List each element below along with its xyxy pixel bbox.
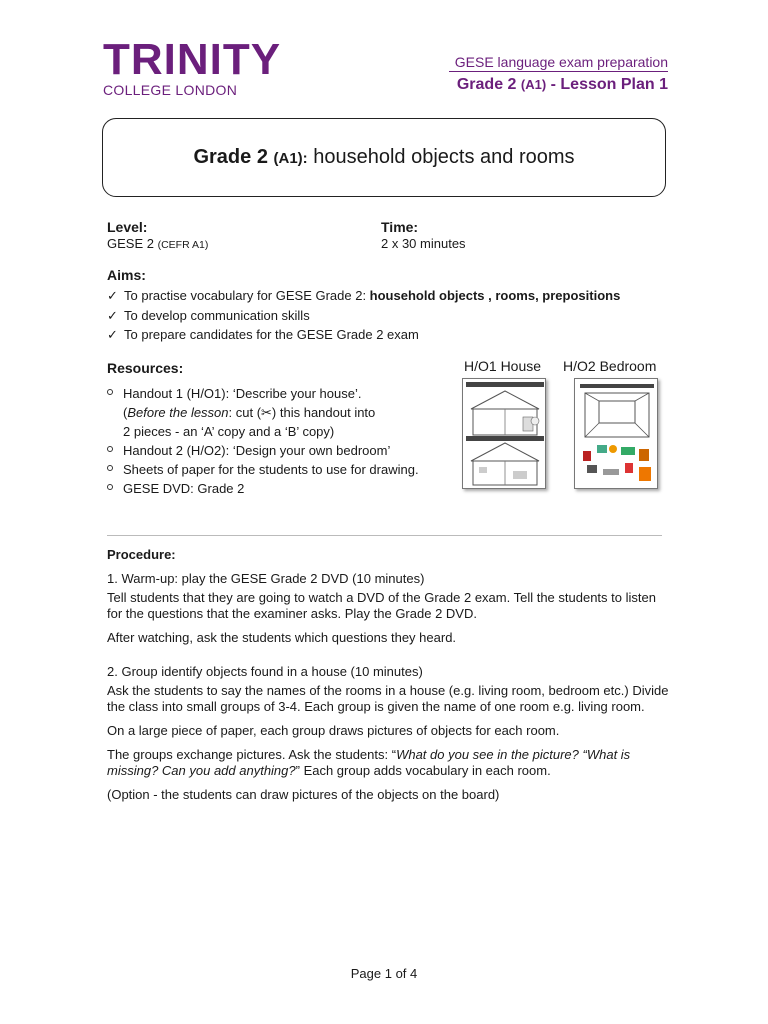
aim-text: To develop communication skills (124, 307, 310, 323)
header-lesson (449, 76, 668, 94)
bullet-icon (107, 446, 113, 452)
resource-item (107, 384, 457, 441)
aim-bold: household objects , rooms, prepositions (369, 288, 621, 303)
time-label: Time: (381, 219, 419, 235)
resource-item (107, 441, 457, 460)
procedure-label: Procedure: (107, 547, 176, 562)
checkmark-icon: ✓ (107, 288, 118, 303)
title-topic: household objects and rooms (313, 146, 575, 168)
checkmark-icon: ✓ (107, 307, 118, 323)
header-grade: Grade 2 (456, 76, 517, 93)
resource-text: Handout 2 (H/O2): ‘Design your own bedroom’ (123, 443, 391, 458)
resource-text: Handout 1 (H/O1): ‘Describe your house’. (123, 386, 362, 401)
level-label: Level: (107, 219, 148, 235)
step-2-text-2: On a large piece of paper, each group draws pictures of objects for each room. (107, 723, 560, 738)
resource-italic: Before the lesson (127, 405, 229, 420)
page-number: Page 1 of 4 (350, 966, 418, 981)
house-drawing-icon (463, 379, 547, 490)
paren: ( (123, 405, 128, 420)
step-1-text-2: After watching, ask the students which questions they heard. (107, 630, 457, 645)
resource-item (107, 460, 457, 479)
resource-item (107, 479, 457, 498)
header-info (449, 54, 668, 94)
aims-list (107, 286, 620, 345)
level-cefr: (CEFR A1) (157, 239, 209, 251)
header-level: (A1) (520, 77, 547, 92)
aim-text: To practise vocabulary for GESE Grade 2: (124, 288, 370, 303)
aim-item (107, 325, 620, 345)
header-series: GESE language exam preparation (449, 54, 668, 72)
bullet-icon (107, 465, 113, 471)
section-divider (107, 535, 662, 536)
resource-note-text: : cut (✂) this handout into (228, 405, 376, 420)
step-2-text: Ask the students to say the names of the rooms in a house (e.g. living room, bedroom etc.) Divide the class into small groups of 3-4. Each group is given the name of one room e.g. living room. (107, 683, 669, 714)
bedroom-thumb-label: H/O2 Bedroom (563, 358, 657, 374)
resource-text: GESE DVD: Grade 2 (123, 481, 245, 496)
header-plan: - Lesson Plan 1 (550, 76, 668, 93)
bullet-icon (107, 389, 113, 395)
step-1-text: Tell students that they are going to watch a DVD of the Grade 2 exam. Tell the students to listen for the questions that the examiner asks. Play the Grade 2 DVD. (107, 590, 656, 621)
resource-text: Sheets of paper for the students to use for drawing. (123, 462, 419, 477)
level-value-text: GESE 2 (107, 236, 154, 251)
time-value: 2 x 30 minutes (381, 236, 466, 251)
bedroom-drawing-icon (575, 379, 659, 490)
step-2-text-3 (107, 747, 672, 779)
bullet-icon (107, 484, 113, 490)
title-box (102, 118, 666, 197)
resource-note (123, 403, 457, 422)
step-1-title: 1. Warm-up: play the GESE Grade 2 DVD (10 minutes) (107, 571, 425, 586)
aim-item (107, 306, 620, 326)
logo-subtitle: COLLEGE LONDON (103, 82, 238, 98)
step-2-title: 2. Group identify objects found in a house (10 minutes) (107, 664, 423, 679)
step-2-text-3a: The groups exchange pictures. Ask the students: “ (107, 747, 397, 762)
title-level: (A1): (273, 150, 308, 167)
step-2-text-3b: ” Each group adds vocabulary in each room. (295, 763, 551, 778)
step-2-option: (Option - the students can draw pictures of the objects on the board) (107, 787, 500, 802)
page-title (193, 146, 574, 169)
logo-wordmark: TRINITY (103, 35, 282, 84)
resource-note-cont: 2 pieces - an ‘A’ copy and a ‘B’ copy) (123, 424, 335, 439)
resources-label: Resources: (107, 360, 184, 376)
trinity-logo (103, 35, 282, 98)
aim-item (107, 286, 620, 306)
level-value (107, 236, 208, 251)
bedroom-handout-thumbnail (574, 378, 658, 489)
title-grade: Grade 2 (193, 146, 268, 168)
resources-list (107, 384, 457, 498)
step-2-questions: What do you see in the picture? “What is missing? Can you add anything? (107, 747, 631, 778)
checkmark-icon: ✓ (107, 327, 118, 342)
procedure-section (107, 547, 672, 811)
aim-text: To prepare candidates for the GESE Grade 2 exam (124, 327, 419, 342)
house-handout-thumbnail (462, 378, 546, 489)
house-thumb-label: H/O1 House (464, 358, 542, 374)
aims-label: Aims: (107, 267, 146, 283)
